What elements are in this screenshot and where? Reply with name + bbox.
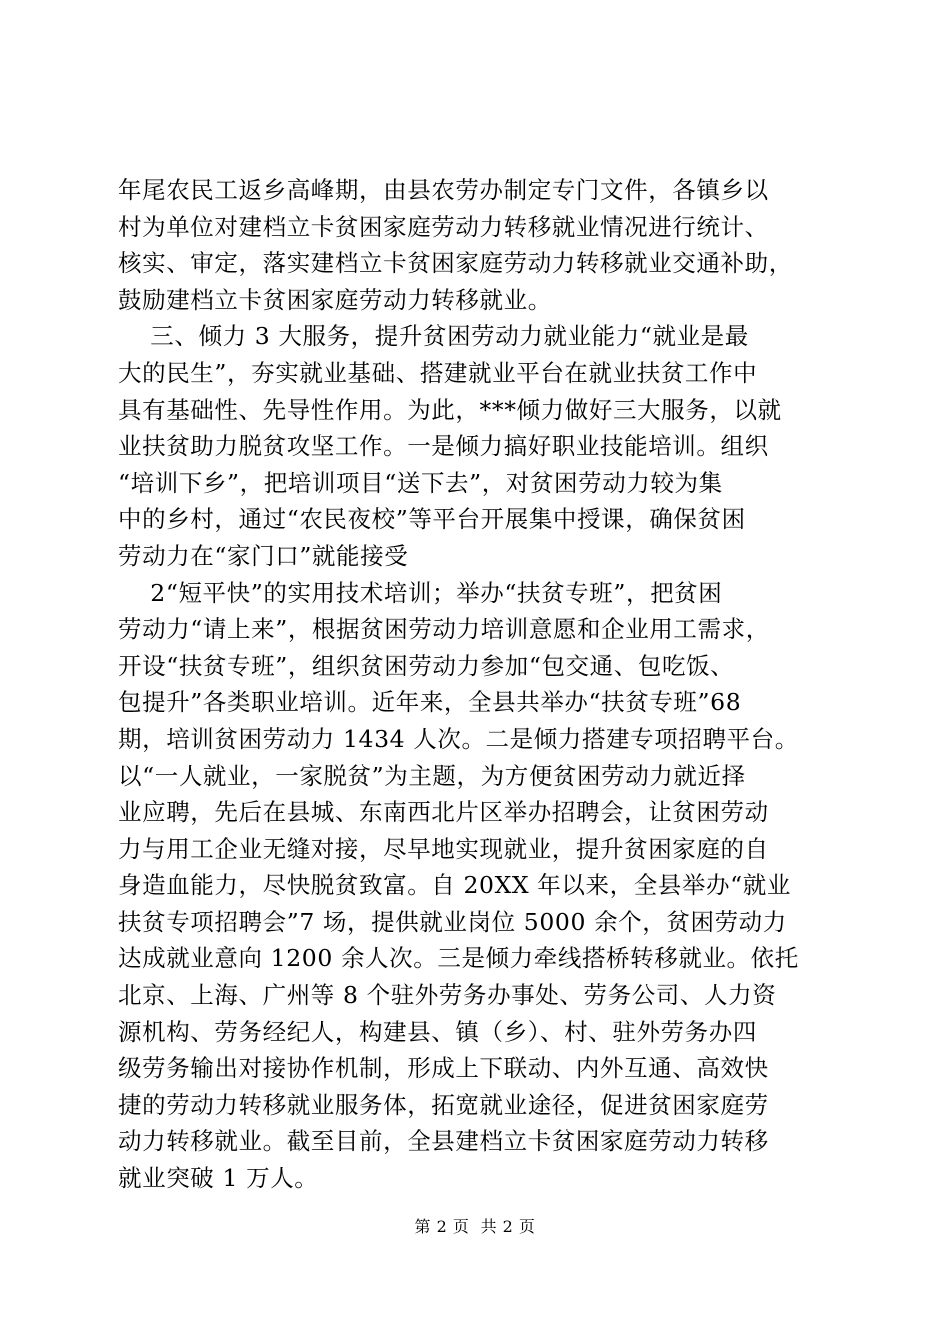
text-line: 达成就业意向 1200 余人次。三是倾力牵线搭桥转移就业。依托 — [118, 944, 799, 973]
text-line: 业应聘，先后在县城、东南西北片区举办招聘会，让贫困劳动 — [118, 798, 769, 827]
text-line: 力与用工企业无缝对接，尽早地实现就业，提升贫困家庭的自 — [118, 834, 769, 863]
page-number-label: 第 2 页 共 2 页 — [414, 1217, 536, 1236]
text-line: 捷的劳动力转移就业服务体，拓宽就业途径，促进贫困家庭劳 — [118, 1090, 769, 1119]
text-line: 村为单位对建档立卡贫困家庭劳动力转移就业情况进行统计、 — [118, 212, 769, 241]
page-footer — [0, 1216, 950, 1238]
text-line: 以“一人就业，一家脱贫”为主题，为方便贫困劳动力就近择 — [118, 761, 746, 790]
text-line: 开设“扶贫专班”，组织贫困劳动力参加“包交通、包吃饭、 — [118, 651, 735, 680]
text-line: 2“短平快”的实用技术培训；举办“扶贫专班”，把贫困 — [118, 578, 723, 607]
text-line: 就业突破 1 万人。 — [118, 1164, 319, 1193]
text-line: 身造血能力，尽快脱贫致富。自 20XX 年以来，全县举办“就业 — [118, 871, 791, 900]
body-text — [118, 172, 830, 1197]
text-line: 中的乡村，通过“农民夜校”等平台开展集中授课，确保贫困 — [118, 505, 746, 534]
text-line: 源机构、劳务经纪人，构建县、镇（乡）、村、驻外劳务办四 — [118, 1017, 757, 1046]
text-line: 级劳务输出对接协作机制，形成上下联动、内外互通、高效快 — [118, 1054, 769, 1083]
text-line: 核实、审定，落实建档立卡贫困家庭劳动力转移就业交通补助， — [118, 249, 793, 278]
text-line: 期，培训贫困劳动力 1434 人次。二是倾力搭建专项招聘平台。 — [118, 724, 799, 753]
text-line: 包提升”各类职业培训。近年来，全县共举办“扶贫专班”68 — [118, 688, 742, 717]
text-line: “培训下乡”，把培训项目“送下去”，对贫困劳动力较为集 — [118, 468, 723, 497]
text-line: 扶贫专项招聘会”7 场，提供就业岗位 5000 余个，贫困劳动力 — [118, 907, 787, 936]
text-line: 北京、上海、广州等 8 个驻外劳务办事处、劳务公司、人力资 — [118, 981, 777, 1010]
text-line: 业扶贫助力脱贫攻坚工作。一是倾力搞好职业技能培训。组织 — [118, 432, 769, 461]
text-line: 大的民生”，夯实就业基础、搭建就业平台在就业扶贫工作中 — [118, 358, 758, 387]
text-line: 年尾农民工返乡高峰期，由县农劳办制定专门文件，各镇乡以 — [118, 176, 769, 204]
text-line: 动力转移就业。截至目前，全县建档立卡贫困家庭劳动力转移 — [118, 1127, 769, 1156]
text-line: 鼓励建档立卡贫困家庭劳动力转移就业。 — [118, 285, 552, 314]
text-line: 三、倾力 3 大服务，提升贫困劳动力就业能力“就业是最 — [118, 322, 749, 351]
text-line: 劳动力在“家门口”就能接受 — [118, 541, 409, 570]
text-line: 劳动力“请上来”，根据贫困劳动力培训意愿和企业用工需求， — [118, 615, 770, 644]
text-line: 具有基础性、先导性作用。为此，***倾力做好三大服务，以就 — [118, 395, 782, 424]
